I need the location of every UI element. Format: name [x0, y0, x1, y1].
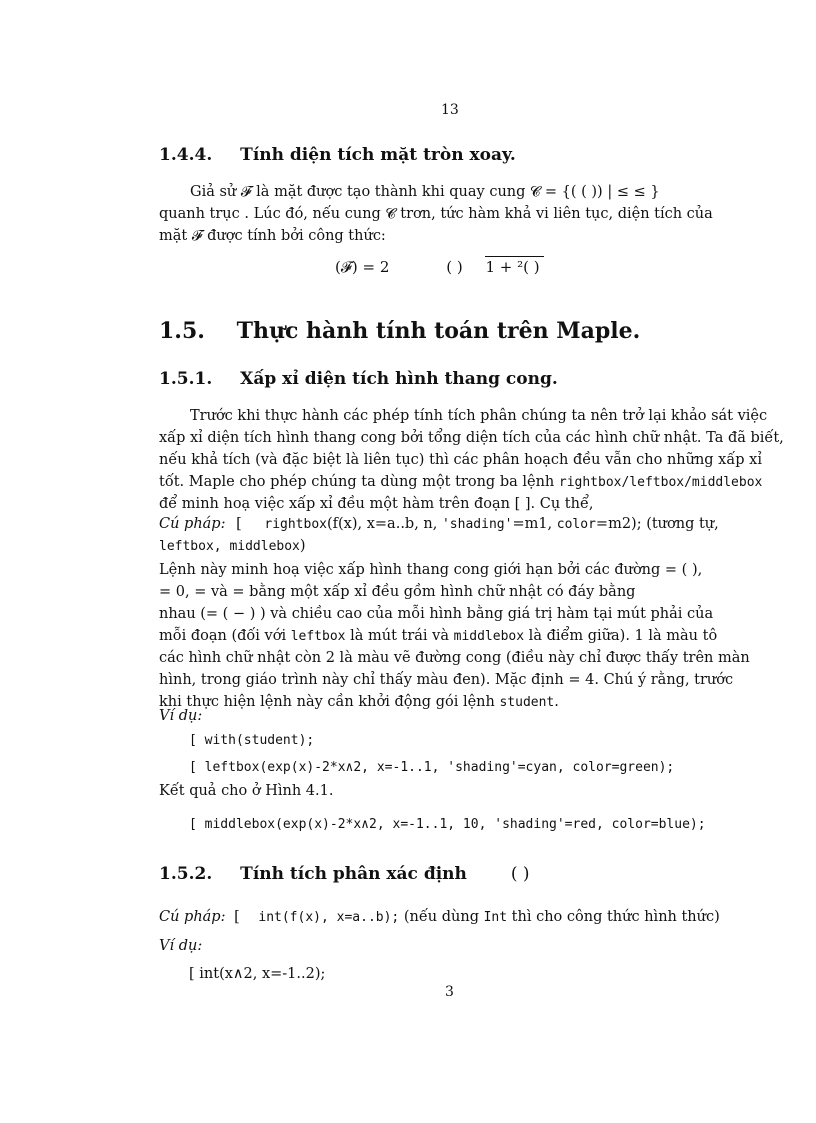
paragraph-box-explanation [159, 559, 750, 713]
text-line: để minh hoạ việc xấp xỉ đều một hàm trên đoạn [ ]. Cụ thể, [159, 496, 594, 512]
text-line: mỗi đoạn (đối với leftbox là mút trái và middlebox là điểm giữa). 1 là màu tô [159, 628, 718, 644]
section-heading-1-5-1 [159, 369, 558, 389]
paragraph-surface-area [159, 181, 742, 247]
inline-code: rightbox/leftbox/middlebox [558, 475, 763, 490]
example-label: Ví dụ: [159, 708, 203, 724]
text-line: nếu khả tích (và đặc biệt là liên tục) thì các phân hoạch đều vẫn cho những xấp xỉ [159, 452, 762, 468]
text-line: nhau (= ( − ) ) và chiều cao của mỗi hình bằng giá trị hàm tại mút phải của [159, 606, 714, 622]
section-title: Tính diện tích mặt tròn xoay. [240, 145, 516, 165]
section-number: 1.5. [159, 318, 205, 344]
section-number: 1.5.2. [159, 864, 213, 884]
maple-command: [ middlebox(exp(x)-2*x∧2, x=-1..1, 10, 'shading'=red, color=blue); [189, 817, 706, 832]
text-line: Trước khi thực hành các phép tính tích phân chúng ta nên trở lại khảo sát việc [190, 408, 768, 424]
syntax-rightbox [159, 513, 742, 557]
section-heading-1-4-4 [159, 145, 516, 165]
text-line: các hình chữ nhật còn 2 là màu vẽ đường cong (điều này chỉ được thấy trên màn [159, 650, 750, 666]
text-line: hình, trong giáo trình này chỉ thấy màu đen). Mặc định = 4. Chú ý rằng, trước [159, 672, 734, 688]
command-name: int(f(x), x=a..b); [258, 910, 400, 925]
maple-command: [ leftbox(exp(x)-2*x∧2, x=-1..1, 'shading'=cyan, color=green); [189, 760, 675, 775]
formula-middle: ( ) [446, 258, 463, 276]
syntax-label: Cú pháp: [159, 909, 226, 925]
section-suffix: ( ) [510, 864, 530, 884]
text-line: xấp xỉ diện tích hình thang cong bởi tổng diện tích của các hình chữ nhật. Ta đã biết, [159, 430, 784, 446]
syntax-label: Cú pháp: [159, 516, 226, 532]
maple-command: [ with(student); [189, 733, 315, 748]
example-label: Ví dụ: [159, 938, 203, 954]
syntax-line: leftbox, middlebox) [159, 538, 306, 554]
text-line: = 0, = và = bằng một xấp xỉ đều gồm hình chữ nhật có đáy bằng [159, 584, 636, 600]
paragraph-trapezoid [159, 405, 784, 515]
syntax-line: Cú pháp: [ rightbox(f(x), x=a..b, n, 'shading'=m1, color=m2); (tương tự, [159, 516, 719, 532]
section-heading-1-5-2 [159, 864, 529, 884]
page-number-top: 13 [441, 102, 459, 118]
section-number: 1.5.1. [159, 369, 213, 389]
result-note: Kết quả cho ở Hình 4.1. [159, 783, 334, 799]
section-title: Thực hành tính toán trên Maple. [236, 318, 641, 344]
formula-left: (𝓕) = 2 [335, 258, 390, 276]
maple-command: [ int(x∧2, x=-1..2); [189, 966, 326, 982]
syntax-int: Cú pháp: [ int(f(x), x=a..b); (nếu dùng Int thì cho công thức hình thức) [159, 909, 720, 925]
text-line: Giả sử 𝓕 là mặt được tạo thành khi quay cung 𝓒 = {( ( )) | ≤ ≤ } [190, 184, 660, 200]
section-heading-1-5 [159, 318, 640, 344]
command-name: rightbox [264, 517, 327, 532]
formula-sqrt: 1 + ²( ) [485, 256, 543, 276]
text-line: tốt. Maple cho phép chúng ta dùng một trong ba lệnh rightbox/leftbox/middlebox [159, 474, 763, 490]
surface-area-formula [335, 258, 544, 276]
section-number: 1.4.4. [159, 145, 213, 165]
section-title: Tính tích phân xác định [240, 864, 467, 884]
page-number-bottom: 3 [445, 984, 454, 1000]
section-title: Xấp xỉ diện tích hình thang cong. [240, 369, 558, 389]
text-line: quanh trục . Lúc đó, nếu cung 𝓒 trơn, tức hàm khả vi liên tục, diện tích của [159, 206, 713, 222]
text-line: Lệnh này minh hoạ việc xấp hình thang cong giới hạn bởi các đường = ( ), [159, 562, 703, 578]
text-line: mặt 𝓕 được tính bởi công thức: [159, 228, 386, 244]
text-line: khi thực hiện lệnh này cần khởi động gói lệnh student. [159, 694, 559, 710]
